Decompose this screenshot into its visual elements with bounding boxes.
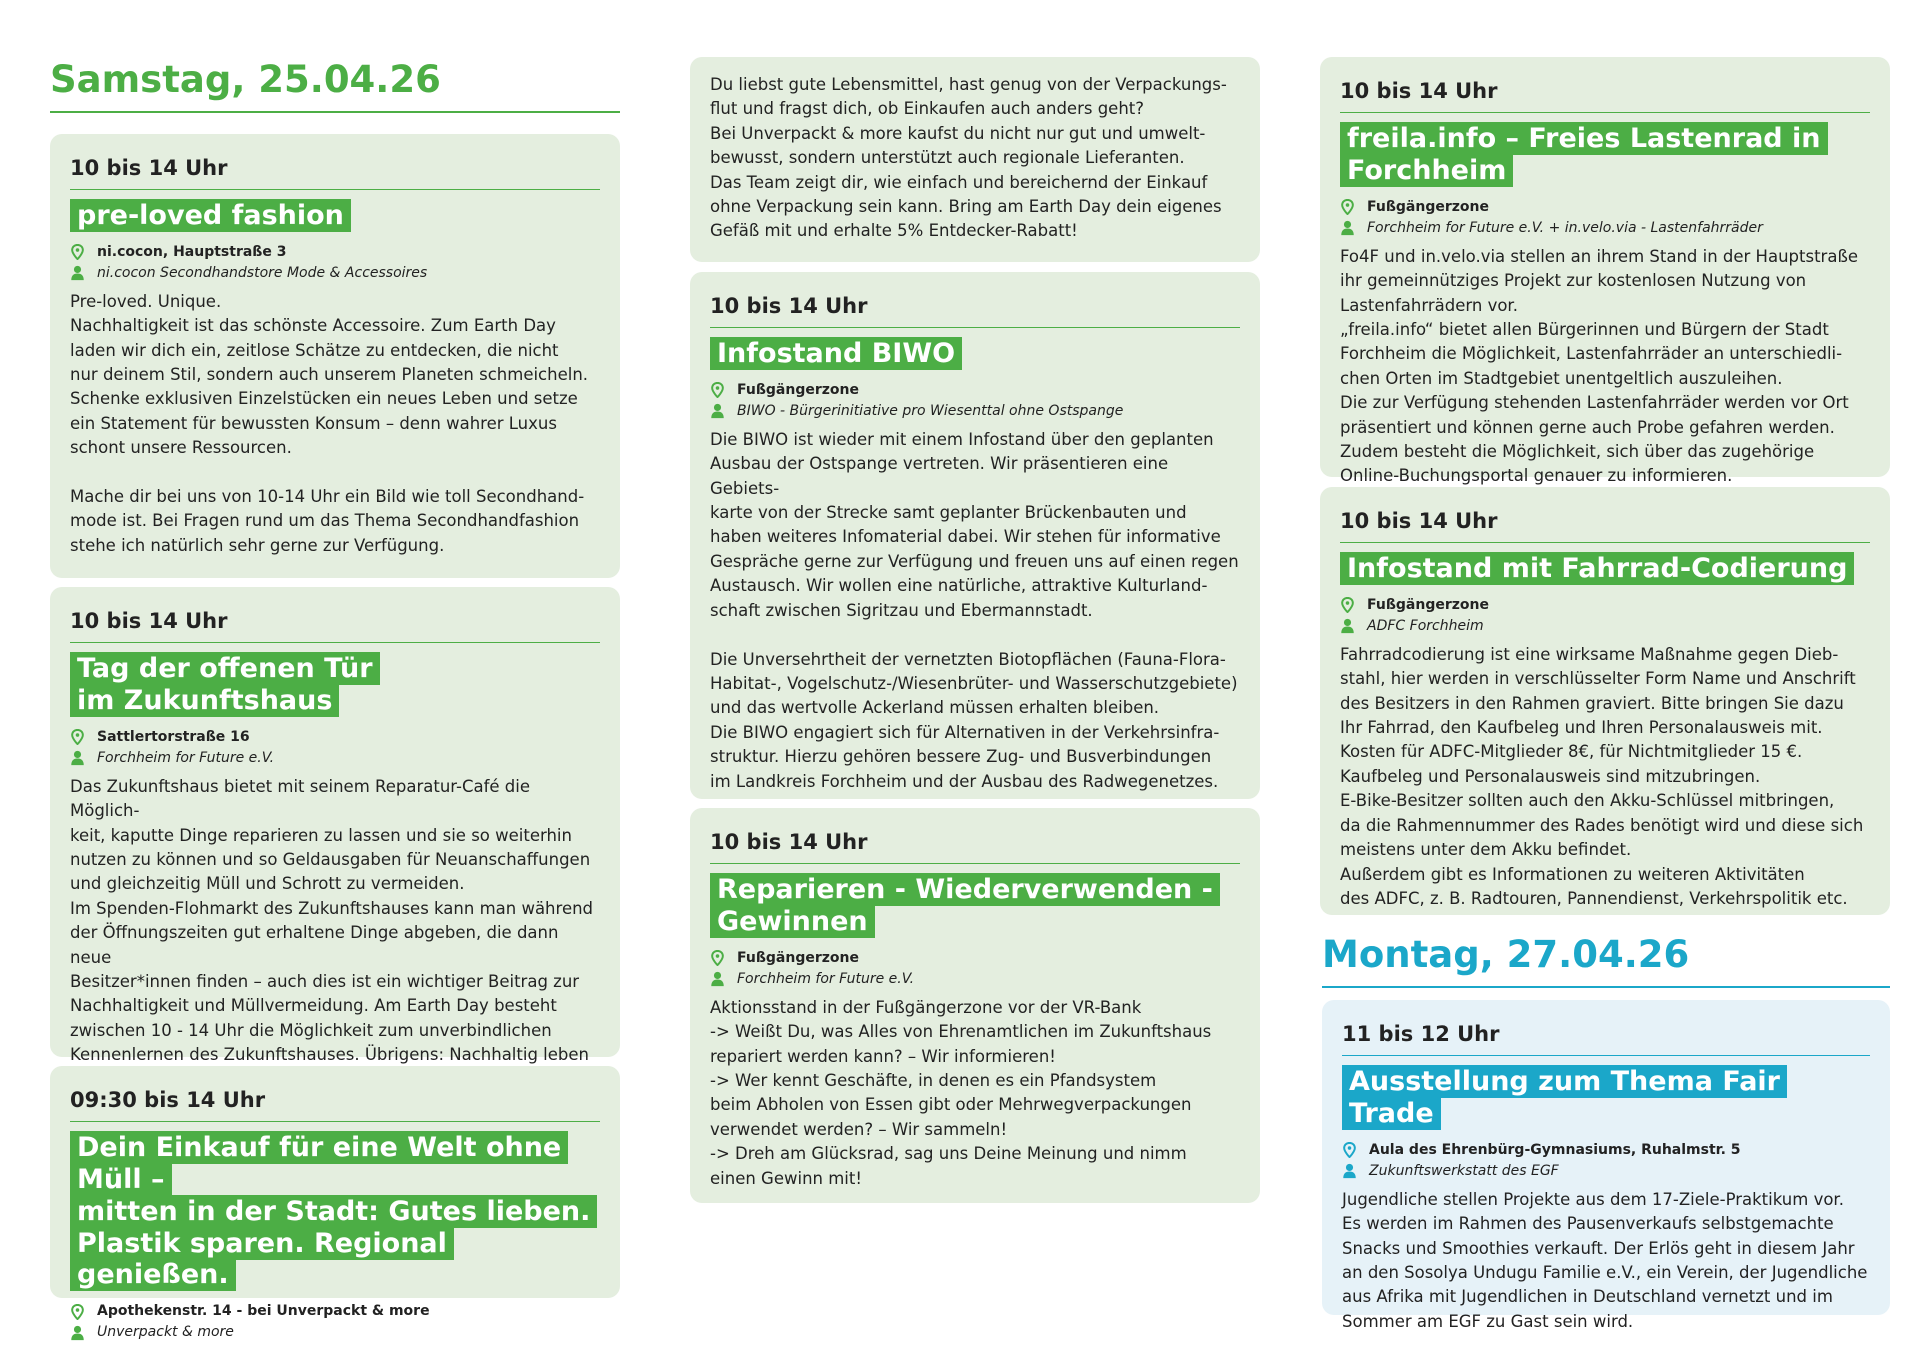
event-title-line2: mitten in der Stadt: Gutes lieben. [70, 1195, 597, 1228]
event-title: Ausstellung zum Thema Fair Trade [1342, 1065, 1787, 1130]
event-title-line2: Gewinnen [710, 905, 875, 938]
event-title-line2: im Zukunftshaus [70, 684, 339, 717]
event-time: 09:30 bis 14 Uhr [70, 1066, 600, 1122]
event-location: Fußgängerzone [1367, 198, 1489, 215]
event-card-reparieren [690, 808, 1260, 1203]
event-organizer: ADFC Forchheim [1367, 617, 1484, 634]
event-description: Die BIWO ist wieder mit einem Infostand über den geplanten Ausbau der Ostspange vertreten. Wir präsentieren eine Gebiets- karte von der Strecke samt geplanter Brückenbauten und haben weiteres Infomaterial dabei. Wir stehen für informative Gespräche gerne zur Verfügung und freuen uns auf einen regen Austausch. Wir wollen eine natürliche, attraktive Kulturland- schaft zwischen Sigritzau und Ebermannstadt. Die Unversehrtheit der vernetzten Biotopflächen (Fauna-Flora- Habitat-, Vogelschutz-/Wiesenbrüter- und Wasserschutzgebiete) und das wertvolle Ackerland müssen erhalten bleiben. Die BIWO engagiert sich für Alternativen in der Verkehrsinfra- struktur. Hierzu gehören bessere Zug- und Busverbindungen im Landkreis Forchheim und der Ausbau des Radwegenetzes. [710, 429, 1239, 791]
event-card-preloved-fashion [50, 134, 620, 578]
organizer-person-icon [1340, 220, 1355, 236]
event-organizer: Forchheim for Future e.V. [97, 749, 275, 766]
event-description: Das Zukunftshaus bietet mit seinem Reparatur-Café die Möglich- keit, kaputte Dinge reparieren zu lassen und sie so weiterhin nutzen zu können und so Geldausgaben für Neuanschaffungen und gleichzeitig Müll und Schrott zu vermeiden. Im Spenden-Flohmarkt des Zukunftshauses kann man während der Öffnungszeiten gut erhaltene Dinge abgeben, die dann neue Besitzer*innen finden – auch dies ist ein wichtiger Beitrag zur Nachhaltigkeit und Müllvermeidung. Am Earth Day besteht zwischen 10 - 14 Uhr die Möglichkeit zum unverbindlichen Kennenlernen des Zukunftshauses. Übrigens: Nachhaltig leben [70, 776, 594, 1065]
event-title: freila.info – Freies Lastenrad in Forchheim [1340, 122, 1828, 187]
event-organizer: Forchheim for Future e.V. + in.velo.via - Lastenfahrräder [1367, 219, 1763, 236]
event-description: Pre-loved. Unique. Nachhaltigkeit ist das schönste Accessoire. Zum Earth Day laden wir dich ein, zeitlose Schätze zu entdecken, die nicht nur deinem Stil, sondern auch unserem Planeten schmeicheln. Schenke exklusiven Einzelstücken ein neues Leben und setze ein Statement für bewussten Konsum – denn wahrer Luxus schont unsere Ressourcen. [70, 291, 589, 458]
event-location: Sattlertorstraße 16 [97, 728, 250, 745]
event-location: Apothekenstr. 14 - bei Unverpackt & more [97, 1303, 430, 1320]
location-pin-icon [70, 729, 85, 745]
event-organizer: Forchheim for Future e.V. [737, 970, 915, 987]
event-title: pre-loved fashion [70, 199, 351, 232]
event-time: 10 bis 14 Uhr [710, 808, 1240, 864]
organizer-person-icon [70, 265, 85, 281]
event-description: Fo4F und in.velo.via stellen an ihrem Stand in der Hauptstraße ihr gemeinnütziges Projekt zur kostenlosen Nutzung von Lastenfahrrädern vor. „freila.info“ bietet allen Bürgerinnen und Bürgern der Stadt Forchheim die Möglichkeit, Lastenfahrräder an unterschiedli- chen Orten im Stadtgebiet unentgeltlich auszuleihen. Die zur Verfügung stehenden Lastenfahrräder werden vor Ort präsentiert und können gerne auch Probe gefahren werden. Zudem besteht die Möglichkeit, sich über das zugehörige Online-Buchungsportal genauer zu informieren. [1340, 246, 1858, 486]
location-pin-icon [70, 1304, 85, 1320]
organizer-person-icon [1342, 1163, 1357, 1179]
event-location: Aula des Ehrenbürg-Gymnasiums, Ruhalmstr. 5 [1369, 1141, 1741, 1158]
event-time: 10 bis 14 Uhr [1340, 57, 1870, 113]
location-pin-icon [1340, 199, 1355, 215]
event-organizer: Unverpackt & more [97, 1324, 234, 1341]
event-time: 10 bis 14 Uhr [70, 587, 600, 643]
event-time: 11 bis 12 Uhr [1342, 1000, 1870, 1056]
event-description-italic: Mache dir bei uns von 10-14 Uhr ein Bild wie toll Secondhand- mode ist. Bei Fragen rund um das Thema Secondhandfashion stehe ich natürlich sehr gerne zur Verfügung. [70, 486, 585, 555]
organizer-person-icon [70, 750, 85, 766]
event-time: 10 bis 14 Uhr [1340, 487, 1870, 543]
location-pin-icon [70, 244, 85, 260]
event-location: ni.cocon, Hauptstraße 3 [97, 243, 287, 260]
event-card-zukunftshaus [50, 587, 620, 1065]
event-description: Aktionsstand in der Fußgängerzone vor der VR-Bank -> Weißt Du, was Alles von Ehrenamtlichen im Zukunftshaus repariert werden kann? – Wir informieren! -> Wer kennt Geschäfte, in denen es ein Pfandsystem beim Abholen von Essen gibt oder Mehrwegverpackungen verwendet werden? – Wir sammeln! -> Dreh am Glücksrad, sag uns Deine Meinung und nimm einen Gewinn mit! [710, 997, 1212, 1188]
event-title: Infostand BIWO [710, 337, 962, 370]
event-description: Jugendliche stellen Projekte aus dem 17-Ziele-Praktikum vor. Es werden im Rahmen des Pausenverkaufs selbstgemachte Snacks und Smoothies verkauft. Der Erlös geht in diesem Jahr an den Sosolya Undugu Familie e.V., ein Verein, der Jugendliche aus Afrika mit Jugendlichen in Deutschland vernetzt und im Sommer am EGF zu Gast sein wird. [1342, 1189, 1868, 1331]
event-location: Fußgängerzone [737, 381, 859, 398]
event-card-fair-trade [1322, 1000, 1890, 1331]
location-pin-icon [710, 382, 725, 398]
event-location: Fußgängerzone [1367, 596, 1489, 613]
event-time: 10 bis 14 Uhr [70, 134, 600, 190]
event-title: Infostand mit Fahrrad-Codierung [1340, 552, 1854, 585]
event-card-unverpackt [50, 1066, 620, 1341]
day-heading-saturday: Samstag, 25.04.26 [50, 58, 620, 113]
location-pin-icon [710, 950, 725, 966]
event-card-freila [1320, 57, 1890, 486]
event-time: 10 bis 14 Uhr [710, 272, 1240, 328]
location-pin-icon [1342, 1142, 1357, 1158]
event-location: Fußgängerzone [737, 949, 859, 966]
organizer-person-icon [1340, 618, 1355, 634]
organizer-person-icon [70, 1325, 85, 1341]
event-card-fahrrad-codierung [1320, 487, 1890, 915]
location-pin-icon [1340, 597, 1355, 613]
event-organizer: BIWO - Bürgerinitiative pro Wiesenttal ohne Ostspange [737, 402, 1124, 419]
organizer-person-icon [710, 971, 725, 987]
event-title-line1: Tag der offenen Tür [70, 652, 380, 685]
event-title-line1: Dein Einkauf für eine Welt ohne Müll – [70, 1131, 568, 1196]
day-heading-monday: Montag, 27.04.26 [1322, 933, 1890, 988]
event-organizer: Zukunftswerkstatt des EGF [1369, 1162, 1559, 1179]
event-description: Fahrradcodierung ist eine wirksame Maßnahme gegen Dieb- stahl, hier werden in verschlüsselter Form Name und Anschrift des Besitzers in den Rahmen graviert. Bitte bringen Sie dazu Ihr Fahrrad, den Kaufbeleg und Ihren Personalausweis mit. Kosten für ADFC-Mitglieder 8€, für Nichtmitglieder 15 €. Kaufbeleg und Personalausweis sind mitzubringen. E-Bike-Besitzer sollten auch den Akku-Schlüssel mitbringen, da die Rahmennummer des Rades benötigt wird und diese sich meistens unter dem Akku befindet. Außerdem gibt es Informationen zu weiteren Aktivitäten des ADFC, z. B. Radtouren, Pannendienst, Verkehrspolitik etc. [1340, 644, 1864, 908]
event-description: Du liebst gute Lebensmittel, hast genug von der Verpackungs- flut und fragst dich, ob Einkaufen auch anders geht? Bei Unverpackt & more kaufst du nicht nur gut und umwelt- bewusst, sondern unterstützt auch regionale Lieferanten. Das Team zeigt dir, wie einfach und bereichernd der Einkauf ohne Verpackung sein kann. Bring am Earth Day dein eigenes Gefäß mit und erhalte 5% Entdecker-Rabatt! [710, 75, 1227, 241]
event-title-line1: Reparieren - Wiederverwenden - [710, 873, 1220, 906]
event-organizer: ni.cocon Secondhandstore Mode & Accessoires [97, 264, 428, 281]
event-card-unverpackt-continued [690, 57, 1260, 262]
event-card-biwo [690, 272, 1260, 799]
event-title-line3: Plastik sparen. Regional genießen. [70, 1227, 454, 1292]
organizer-person-icon [710, 403, 725, 419]
